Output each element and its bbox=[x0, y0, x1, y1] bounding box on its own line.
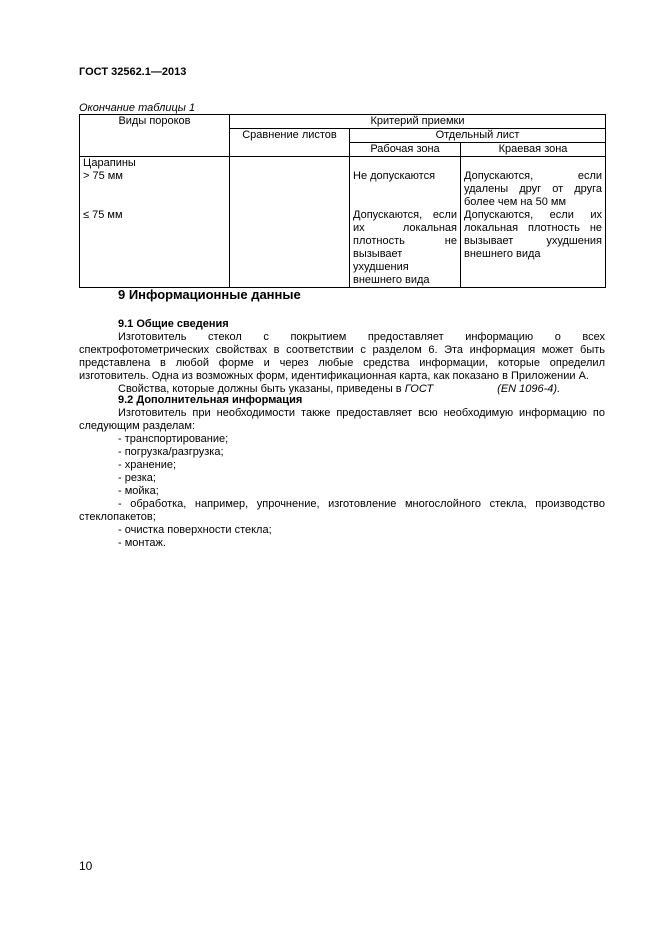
list-item: - обработка, например, упрочнение, изготовление многослойного стекла, производство стеклопакетов; bbox=[79, 498, 605, 523]
header-sheet-comparison: Сравнение листов bbox=[230, 129, 350, 157]
edge-zone-text: Допускаются, если удалены друг от друга более чем на 50 мм bbox=[464, 170, 603, 208]
defect-size: > 75 мм bbox=[83, 170, 123, 182]
header-defect-types: Виды пороков bbox=[80, 115, 230, 157]
list-item: - погрузка/разгрузка; bbox=[118, 446, 224, 458]
en-reference: (EN 1096-4). bbox=[497, 383, 561, 395]
info-list bbox=[79, 433, 605, 550]
cell-defect bbox=[80, 157, 230, 288]
properties-text: Свойства, которые должны быть указаны, приведены в bbox=[118, 383, 405, 395]
work-zone-text: Не допускаются bbox=[353, 170, 436, 182]
list-item: - транспортирование; bbox=[118, 433, 229, 445]
page-number: 10 bbox=[79, 859, 93, 873]
header-edge-zone: Краевая зона bbox=[461, 143, 606, 157]
list-item: - монтаж. bbox=[118, 537, 166, 549]
edge-zone-text: Допускаются, если их локальная плотность не вызывает ухудшения внешнего вида bbox=[464, 209, 603, 260]
section-title: 9 Информационные данные bbox=[118, 287, 301, 302]
list-item: - мойка; bbox=[118, 485, 159, 497]
header-work-zone: Рабочая зона bbox=[350, 143, 461, 157]
standard-reference: ГОСТ bbox=[404, 383, 434, 395]
header-acceptance-criteria: Критерий приемки bbox=[230, 115, 606, 129]
paragraph bbox=[79, 407, 605, 433]
paragraph-text: Изготовитель стекол с покрытием предоставляет информацию о всех спектрофотометрических свойствах в соответствии с разделом 6. Эта информация может быть представлена в любой форме и через любые средства информации, которые определил изготовитель. Одна из возможных форм, идентификационная карта, как показано в Приложении А. bbox=[79, 331, 605, 382]
subsection-title: 9.1 Общие сведения bbox=[118, 318, 229, 330]
work-zone-text: Допускаются, если их локальная плотность не вызывает ухудшения внешнего вида bbox=[353, 209, 457, 286]
defect-size: ≤ 75 мм bbox=[83, 209, 123, 221]
defect-name: Царапины bbox=[83, 157, 136, 169]
paragraph bbox=[79, 331, 605, 396]
cell-work-zone bbox=[350, 157, 461, 288]
table-row bbox=[80, 157, 606, 288]
document-code: ГОСТ 32562.1—2013 bbox=[79, 66, 187, 78]
cell-edge-zone bbox=[461, 157, 606, 288]
subsection-title: 9.2 Дополнительная информация bbox=[118, 394, 303, 406]
acceptance-criteria-table bbox=[79, 114, 606, 288]
table-header-row bbox=[80, 115, 606, 129]
list-item: - резка; bbox=[118, 472, 156, 484]
table-caption: Окончание таблицы 1 bbox=[79, 102, 196, 114]
cell-comparison bbox=[230, 157, 350, 288]
header-single-sheet: Отдельный лист bbox=[350, 129, 606, 143]
list-item: - очистка поверхности стекла; bbox=[118, 524, 272, 536]
list-item: - хранение; bbox=[118, 459, 177, 471]
paragraph-text: Изготовитель при необходимости также предоставляет всю необходимую информацию по следующим разделам: bbox=[79, 407, 605, 432]
